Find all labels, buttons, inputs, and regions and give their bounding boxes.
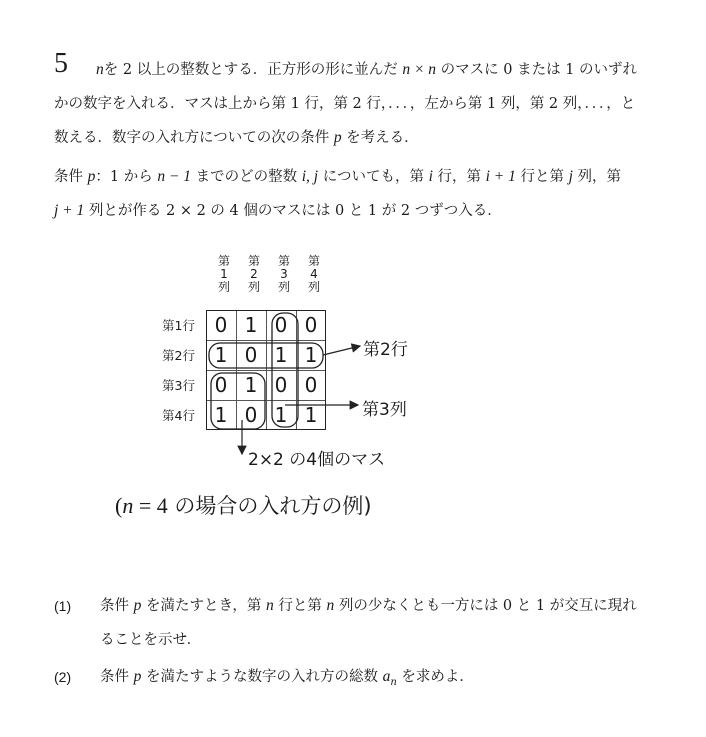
grid-cell: 1 — [244, 313, 258, 337]
text: 数える．数字の入れ方についての次の条件 — [54, 130, 334, 146]
row-header-3: 第3行 — [162, 378, 195, 393]
row-arrow — [323, 346, 360, 355]
caption-paren: ( — [115, 493, 123, 518]
statement-line-2 — [54, 94, 635, 114]
label-col-3: 第3列 — [362, 400, 407, 420]
grid-cell: 0 — [274, 313, 288, 337]
grid-cell: 0 — [214, 313, 228, 337]
subquestion-1 — [54, 596, 654, 656]
subquestion-label: (2) — [54, 669, 72, 685]
text: 行と第 — [515, 169, 569, 185]
math-ij: i, j — [301, 168, 319, 185]
grid-cell: 1 — [244, 373, 258, 397]
caption-text: の場合の入れ方の例) — [167, 494, 372, 518]
label-row-2: 第2行 — [363, 340, 408, 360]
grid-cell: 0 — [304, 313, 318, 337]
caption-math-n: n — [122, 493, 134, 518]
col-header-1: 第 1 列 — [217, 254, 230, 294]
math-p: p — [87, 168, 96, 185]
subquestion-2-line-1: 条件 p を満たすような数字の入れ方の総数 $a_n$ を求めよ． — [100, 668, 474, 688]
problem-number: 5 — [54, 48, 68, 79]
text: のマスに 0 または 1 のいずれ — [436, 62, 638, 78]
row-2-outline — [209, 343, 323, 368]
statement-line-3 — [54, 128, 419, 148]
statement-line-5 — [54, 201, 502, 221]
math-j+1: j + 1 — [54, 202, 85, 219]
example-figure — [115, 254, 470, 535]
math-nxn: n × n — [402, 61, 437, 78]
row-header-2: 第2行 — [162, 348, 195, 363]
col-header-4: 第 4 列 — [307, 254, 320, 294]
col-header-2: 第 2 列 — [247, 254, 260, 294]
subquestion-1-line-1: 条件 p を満たすとき，第 n 行と第 n 列の少なくとも一方には 0 と 1 が交互に現れ — [100, 597, 637, 614]
grid-cell: 0 — [244, 403, 258, 427]
text: 列とが作る 2 × 2 の 4 個のマスには 0 と 1 が 2 つずつ入る． — [84, 203, 502, 219]
grid-cell: 0 — [274, 373, 288, 397]
subquestion-2 — [54, 667, 654, 691]
text: 行，第 — [432, 169, 486, 185]
statement-line-4 — [54, 167, 621, 187]
text: までのどの整数 — [191, 169, 302, 185]
grid-cell: 1 — [304, 403, 318, 427]
statement-line-1 — [96, 60, 637, 80]
grid-cell: 1 — [214, 343, 228, 367]
math-i+1: i + 1 — [485, 168, 516, 185]
grid-cell: 1 — [274, 343, 288, 367]
subquestion-label: (1) — [54, 598, 72, 614]
math-i: i — [428, 168, 433, 185]
row-header-4: 第4行 — [162, 408, 195, 423]
figure-caption — [115, 490, 372, 520]
text: についても，第 — [318, 169, 429, 185]
block-2x2-outline — [211, 373, 265, 429]
math-n: n — [96, 61, 104, 78]
caption-eq: = 4 — [133, 493, 168, 518]
math-j: j — [568, 168, 573, 185]
text: 条件 — [54, 169, 88, 185]
grid-cell: 1 — [214, 403, 228, 427]
math-n-1: n − 1 — [157, 168, 192, 185]
text: 列，第 — [572, 169, 622, 185]
text: を考える． — [341, 130, 419, 146]
text: かの数字を入れる．マスは上から第 1 行，第 2 行，．．．，左から第 1 列，第 2 列，．．．，と — [54, 96, 636, 112]
grid-cell: 1 — [304, 343, 318, 367]
grid-cell: 0 — [214, 373, 228, 397]
column-3-outline — [272, 313, 298, 427]
grid-cell: 0 — [244, 343, 258, 367]
math-p: p — [333, 129, 342, 146]
label-block: 2×2 の4個のマス — [248, 450, 386, 470]
row-header-1: 第1行 — [162, 318, 195, 333]
text: を 2 以上の整数とする．正方形の形に並んだ — [103, 62, 403, 78]
text: ：1 から — [95, 169, 158, 185]
col-header-3: 第 3 列 — [277, 254, 290, 294]
grid-cell: 1 — [274, 403, 288, 427]
subquestion-1-line-2: ることを示せ． — [100, 632, 202, 648]
grid-cell: 0 — [304, 373, 318, 397]
